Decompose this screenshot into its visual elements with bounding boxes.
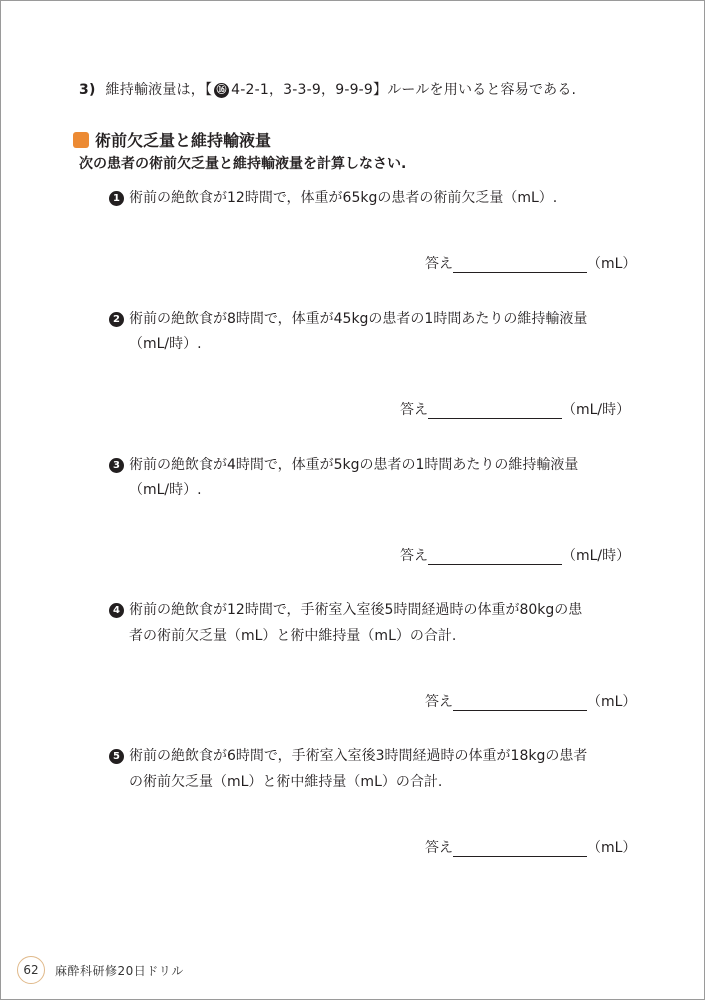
answer-label: 答え — [425, 256, 453, 272]
rule-number-badge: ⑯ — [214, 83, 229, 98]
question-text-line: 者の術前欠乏量（mL）と術中維持量（mL）の合計. — [129, 628, 457, 644]
footer — [17, 956, 184, 984]
intro-text-before: 維持輸液量は，【 — [105, 82, 213, 98]
answer-label: 答え — [425, 840, 453, 856]
answer-blank[interactable] — [453, 254, 587, 273]
section-heading — [73, 128, 271, 151]
question-3-cont — [129, 480, 202, 500]
answer-unit: （mL/時） — [562, 402, 631, 418]
answer-blank[interactable] — [453, 692, 587, 711]
answer-unit: （mL/時） — [562, 548, 631, 564]
question-text-line: 術前の絶飲食が6時間で，手術室入室後3時間経過時の体重が18kgの患者 — [129, 748, 588, 764]
question-3 — [109, 455, 578, 475]
question-4 — [109, 600, 582, 620]
answer-label: 答え — [400, 402, 428, 418]
question-marker: 3 — [109, 458, 124, 473]
question-1 — [109, 188, 557, 208]
answer-unit: （mL） — [587, 840, 637, 856]
answer-unit: （mL） — [587, 256, 637, 272]
question-text-line: 術前の絶飲食が12時間で，体重が65kgの患者の術前欠乏量（mL）. — [129, 190, 558, 206]
question-text-line: （mL/時）. — [129, 482, 202, 498]
answer-row-3 — [400, 545, 630, 565]
question-5-cont — [129, 772, 442, 792]
question-text-line: の術前欠乏量（mL）と術中維持量（mL）の合計. — [129, 774, 443, 790]
question-4-cont — [129, 626, 456, 646]
answer-row-4 — [425, 691, 636, 711]
orange-square-icon — [73, 132, 89, 148]
question-marker: 4 — [109, 603, 124, 618]
question-text-line: （mL/時）. — [129, 336, 202, 352]
question-5 — [109, 746, 587, 766]
question-text-line: 術前の絶飲食が4時間で，体重が5kgの患者の1時間あたりの維持輸液量 — [129, 457, 579, 473]
question-text-line: 術前の絶飲食が8時間で，体重が45kgの患者の1時間あたりの維持輸液量 — [129, 311, 588, 327]
intro-number: 3) — [79, 82, 96, 98]
answer-blank[interactable] — [428, 546, 562, 565]
instruction: 次の患者の術前欠乏量と維持輸液量を計算しなさい. — [79, 156, 407, 172]
question-marker: 5 — [109, 749, 124, 764]
answer-blank[interactable] — [453, 838, 587, 857]
answer-row-1 — [425, 253, 636, 273]
question-text-line: 術前の絶飲食が12時間で，手術室入室後5時間経過時の体重が80kgの患 — [129, 602, 583, 618]
intro-line — [79, 79, 576, 99]
answer-row-2 — [400, 399, 630, 419]
answer-label: 答え — [400, 548, 428, 564]
page-number: 62 — [17, 956, 45, 984]
answer-unit: （mL） — [587, 694, 637, 710]
intro-text-after: 4-2-1，3-3-9，9-9-9】ルールを用いると容易である. — [231, 82, 577, 98]
section-title: 術前欠乏量と維持輸液量 — [95, 131, 272, 150]
question-marker: 1 — [109, 191, 124, 206]
question-2 — [109, 309, 587, 329]
question-2-cont — [129, 334, 202, 354]
answer-label: 答え — [425, 694, 453, 710]
book-title: 麻酔科研修20日ドリル — [55, 963, 184, 978]
answer-blank[interactable] — [428, 400, 562, 419]
question-marker: 2 — [109, 312, 124, 327]
answer-row-5 — [425, 837, 636, 857]
